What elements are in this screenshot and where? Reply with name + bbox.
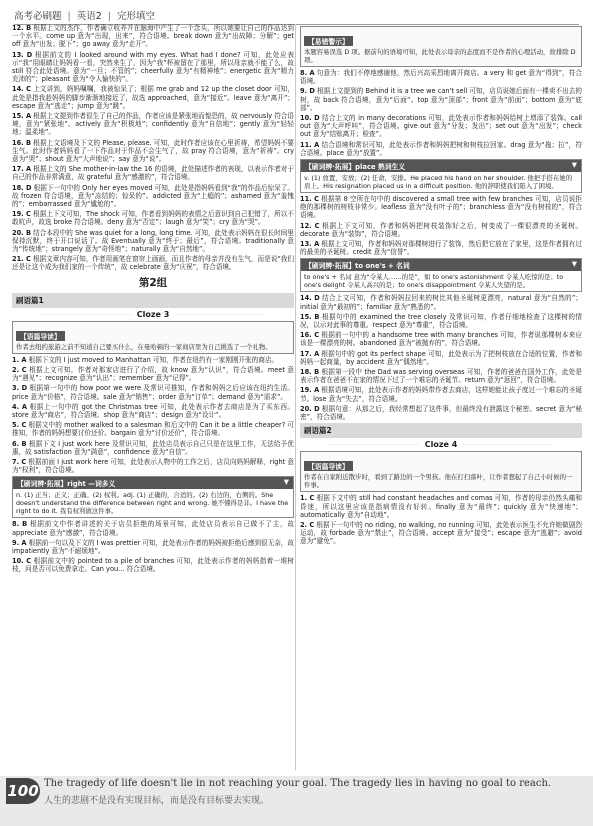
reading-guide-heading: 【语篇导读】	[304, 461, 353, 471]
column-divider	[295, 24, 296, 770]
warning-text: 本题容易误选 D 项。据前句的语境可知，此处表示母亲的态度而不是作者的心理活动，故排除 D 项。	[304, 48, 576, 64]
section-bar	[12, 293, 294, 308]
section-bar-label: 刷语篇1	[16, 295, 44, 305]
answer-entry: 13. D 根据前文的 I looked around with my eyes. What had I done? 可知，此处应表示“我”用眼睛让妈妈看一看，突然来生了，因为“我”杯被留在了那里，所以母亲就不能了么，故 still 符合此处语境。意为“一旦；不管的”；cheerfully 意为“有精神地”；energetic 意为“精力充沛的”；pleasant 意为“令人愉快的”。	[12, 50, 294, 84]
vocab-box	[300, 258, 582, 292]
answer-entry: 16. B 根据上文语境及下文的 Please, please. 可知，此时作者应该在心里祈祷，希望妈妈不要生气。此时作者妈妈看了一下作品对于作品不会生气了，故 pray 符合语境，意为“祈祷”。cry 意为“哭”；shout 意为“大声地说”；say 意为“说”。	[12, 138, 294, 164]
vocab-text: to one's + 名词 意为“令某人……的是”，如 to one's astonishment 令某人吃惊的是；to one's delight 令某人高兴的是；to one's disappointment 令某人失望的是。	[304, 273, 564, 290]
answer-entry: 5. C 根据文中的 mother walked to a salesman 和后文中的 Can it be a little cheaper? 可推知，作者的妈妈想要讨价还价。bargain 意为“讨价还价”，符合语境。	[12, 421, 294, 438]
answer-entry: 12. C 根据上下文可知，作者和妈妈把树枝装饰好之后，树变成了一棵很漂亮的圣诞树。decorate 意为“装饰”，符合语境。	[300, 221, 582, 238]
left-column	[12, 24, 294, 772]
answer-entry: 14. C 上文讲到，妈妈嘱嘱，我被惊呆了；根据 me grab and 12 up the closet door 可知，此处是指我趁妈妈的脚步渐渐地接近了，故选 approached，意为“接近”。leave 意为“离开”；escape 意为“逃走”；jump 意为“跳”。	[12, 85, 294, 110]
section-title: 完形填空	[116, 11, 155, 22]
answer-entry: 12. B 根据上文的杰作，作者确立收养并在脑海中产生了一个念头，所以她要让自己的作品达到一个水平。come up 意为“出现，出来”，符合语境。break down 意为“出故障；分解”；get off 意为“出发；脱下”；go away 意为“走开”。	[12, 24, 294, 49]
answer-entry: 7. C 根据前面 I just work here 可知，此处表示人物中的工作之后，店员向妈妈解释，right 意为“权利”，符合语境。	[12, 457, 294, 475]
footer-quote-english: The tragedy of life doesn't lie in not reaching your goal. The tragedy lies in having no goal to reach.	[44, 778, 552, 789]
answer-entry: 18. B 根据第一段中 the Dad was serving overseas 可知，作者的爸爸在国外工作，此处是表示作者在爸爸不在家的情况下过了一个难忘的圣诞节。return 意为“返回”，符合语境。	[300, 368, 582, 385]
answer-entry: 2. C 根据下一句中的 no riding, no walking, no running 可知，此处表示医生不允许她做剧烈运动，故 forbade 意为“禁止”，符合语境。accept 意为“接受”；escape 意为“逃避”；avoid 意为“避免”。	[300, 520, 582, 546]
vocab-text: v. (1) 放置，安放；(2) 任命，安排。He placed his hand on her shoulder. 他把手搭在她的肩上。His resignation placed us in a difficult position. 他的辞职使我们陷入了困境。	[304, 174, 573, 191]
group-title: 第2组	[138, 276, 168, 289]
page-number: 100	[6, 778, 40, 804]
answer-list-top	[12, 24, 294, 272]
triangle-icon: ▼	[571, 161, 577, 170]
triangle-icon: ▼	[283, 478, 289, 487]
answer-entry: 14. D 结合上文可知，作者和妈妈拉回来的树比其他圣诞树更漂亮，natural 意为“自然的”；initial 意为“最初的”；familiar 意为“熟悉的”。	[300, 294, 582, 311]
answer-entry: 21. C 根据文章内容可知，作者用画笔在窗帘上画画，而且作者的母亲并没有生气，而是说“我们还是让这个成为我们家的一个传统”，故 celebrate 意为“庆祝”，符合语境。	[12, 255, 294, 272]
answer-entry: 11. C 根据第 8 空所在句中的 discovered a small tree with few branches 可知，店员说拒绝的那棵树的树枝非常少。leafless 意为“没有叶子的”；branchless 意为“没有树枝的”，符合语境。	[300, 195, 582, 220]
answer-entry: 10. D 结合上文的 in many decorations 可知，此处表示作者和妈妈给树上增添了装饰。call out 意为“大声呼叫”，符合语境。give out 意为“分发；发出”；set out 意为“出发”；check out 意为“结账离开；检查”。	[300, 114, 582, 139]
right-column	[300, 24, 582, 772]
answer-entry: 6. B 根据下文 I just work here 及常识可知，此处店员表示自己只是在这里工作，无法给予优惠，故 satisfaction 意为“满意”，confidence 意为“自信”。	[12, 439, 294, 456]
answer-entry: 3. D 根据第一句中的 how poor we were 及常识可推知，作者和妈妈之后应该在纽约生活。price 意为“价格”，符合语境。sale 意为“销售”；order 意为“订单”；demand 意为“需求”。	[12, 384, 294, 401]
answer-list-top	[300, 69, 582, 157]
answer-entry: 9. D 根据上文提到的 Behind it is a tree we can't sell 可知，店员说她后面有一棵卖不出去的树，故 back 符合语境，意为“后面”。top 意为“顶部”；front 意为“前面”；bottom 意为“底部”。	[300, 87, 582, 112]
answer-entry: 17. A 根据句中的 got its perfect shape 可知，此处表示为了把树枝放在合适的位置，作者和妈妈一起商量，by accident 意为“偶然地”。	[300, 349, 582, 366]
answer-list-bottom	[300, 494, 582, 545]
cloze-title: Cloze 3	[12, 310, 294, 319]
reading-guide-heading: 【语篇导读】	[16, 331, 65, 341]
warning-box	[300, 26, 582, 67]
answer-entry: 20. D 根据句意：从那之后，我经常想起了这件事，但最终没有泄露这个秘密。secret 意为“秘密”，符合语境。	[300, 404, 582, 422]
answer-list-bottom	[12, 520, 294, 573]
vocab-text: n. (1) 正当；正义；正确。(2) 权利。adj. (1) 正确的，合适的。(2) 右边的，右侧的。She doesn't understand the difference between right and wrong. 她不懂得是非。I have the right to do it. 我有权利做这件事。	[16, 491, 289, 516]
answer-entry: 2. C 根据上文可知，作者对那家店进行了介绍，故 know 意为“认识”，符合语境。meet 意为“遇见”；recognize 意为“认出”；remember 意为“记得”。	[12, 365, 294, 383]
footer-quote-chinese: 人生的悲剧不是没有实现目标，而是没有目标要去实现。	[44, 796, 270, 806]
vocab-box	[12, 476, 294, 518]
answer-entry: 15. A 根据上文提到作者很生了自己的作品，作者应该是紧张地而惶恐的，故 nervously 符合语境，意为“紧张地”。actively 意为“积极地”；confidently 意为“自信地”；gently 意为“轻轻地；温柔地”。	[12, 112, 294, 137]
answer-entry: 20. B 结合本段中的 She was quiet for a long, long time. 可知，此处表示妈妈在很长时间里保持沉默，终于开口说话了。故 Eventually 意为“终于；最后”，符合语境。traditionally 意为“传统地”；strangely 意为“奇怪地”；naturally 意为“自然地”。	[12, 228, 294, 254]
answer-entry: 17. A 根据上文的 She mother-in-law the 16 的语境，此处描述作者的表现，以表示作者对于自己的作品非常满意，故 grateful 意为“感激的”，符合语境。	[12, 165, 294, 182]
answer-entry: 19. C 根据上下文可知，The shock 可知，作者看到妈妈的表情之后意识到自己犯错了，所以不敢吭声，故选 broke 符合语境。deny 意为“否定”；laugh 意为“笑”；cry 意为“哭”。	[12, 210, 294, 227]
vocab-heading: 【刷词辨·拓展】to one's + 名词 ▼	[301, 259, 581, 271]
answer-entry: 8. A 句意为：我们不停地感谢他，然后兴高采烈地离开商店。a very 和 get 意为“得到”，符合语境。	[300, 69, 582, 86]
reading-guide-box	[12, 321, 294, 354]
answer-entry: 15. B 根据句中的 examined the tree closely 及常识可知，作者仔细地检查了这棵树的情况，以示对此事的尊重。respect 意为“尊重”，符合语境。	[300, 312, 582, 330]
answer-entry: 16. C 根据前一句中的 a handsome tree with many branches 可知，作者说那棵树本来应该是一棵漂亮的树。abandoned 意为“被抛弃的”，符合语境。	[300, 331, 582, 348]
answer-entry: 18. D 根据下一句中的 Only her eyes moved 可知，此处是指妈妈看到“我”的作品后惊呆了。故 frozen 符合语境，意为“冻结的；惊呆的”。addicted 意为“上瘾的”；ashamed 意为“羞愧的”；embarrassed 意为“尴尬的”。	[12, 183, 294, 209]
answer-entry: 13. A 根据上文可知，作者和妈妈对那棵树进行了装饰，然后把它放在了家里，这是作者拥有过的最美的圣诞树。credit 意为“信誉”。	[300, 240, 582, 257]
vocab-heading: 【刷词辨·拓展】right —词多义 ▼	[13, 477, 293, 489]
section-bar-label: 刷语篇2	[304, 426, 332, 436]
book-title: 英语2	[76, 11, 102, 22]
cloze-title: Cloze 4	[300, 440, 582, 449]
section-bar	[300, 423, 582, 438]
reading-guide-text: 作者去纽约旅游之前不知道自己要买什么，在曼哈顿的一家商店里为自己挑选了一个礼物。	[16, 342, 272, 351]
vocab-box	[300, 159, 582, 193]
answer-entry: 19. A 根据语境可知，此处表示作者的妈妈带作者去商店，这样她能让孩子度过一个难忘的圣诞节。lose 意为“失去”，符合语境。	[300, 386, 582, 403]
answer-list-middle-2	[300, 294, 582, 421]
vocab-heading: 【刷词辨·拓展】place 熟词生义 ▼	[301, 160, 581, 172]
page-header	[14, 4, 579, 25]
answer-entry: 11. A 结合语境和常识可知，此处表示作者和妈妈把树和树枝拉回家。drag 意为“拖；拉”，符合语境。place 意为“放置”。	[300, 140, 582, 157]
triangle-icon: ▼	[571, 260, 577, 269]
header-separator: |	[67, 11, 71, 22]
series-title: 高考必刷题	[14, 11, 62, 22]
answer-entry: 1. C 根据下文中的 still had constant headaches and comas 可知，作者的母亲仍然头痛和昏迷，所以这里应该是指病情没有好转。finally 意为“最终”；quickly 意为“快速地”；automatically 意为“自动地”。	[300, 494, 582, 519]
answer-entry: 1. A 根据下文的 I just moved to Manhattan 可知，作者在纽约有一家刚刚开张的商店。	[12, 355, 279, 364]
answer-list-middle	[300, 195, 582, 256]
warning-heading: 【易错警示】	[304, 36, 353, 46]
answer-entry: 8. B 根据前文中作者讲述的关于店员拒绝的场景可知，此处店员表示自己做不了主，故 appreciate 意为“感激”，符合语境。	[12, 520, 294, 537]
answer-list-middle	[12, 356, 294, 475]
answer-entry: 4. A 根据上一句中的 got the Christmas tree 可知，此处表示作者去商店是为了买东西。store 意为“商店”，符合语境。shop 意为“商店”；design 意为“设计”。	[12, 402, 294, 419]
header-separator: |	[107, 11, 111, 22]
reading-guide-box	[300, 451, 582, 492]
answer-entry: 10. C 根据前文中的 pointed to a pile of branches 可知，此处表示作者的妈妈指着一堆树枝，问是否可以免费拿走。Can you... 符合语境。	[12, 557, 294, 574]
reading-guide-text: 作者在自家附近散步时，看到了路边的一个男孩。他在打扫落叶，让作者想起了自己小时候的一件事。	[304, 473, 573, 490]
answer-entry: 9. A 根据前一句以及下文的 I was prettier 可知，此处表示作者的妈妈被拒绝后感到很无奈，故 impatiently 意为“不耐烦地”。	[12, 538, 294, 555]
